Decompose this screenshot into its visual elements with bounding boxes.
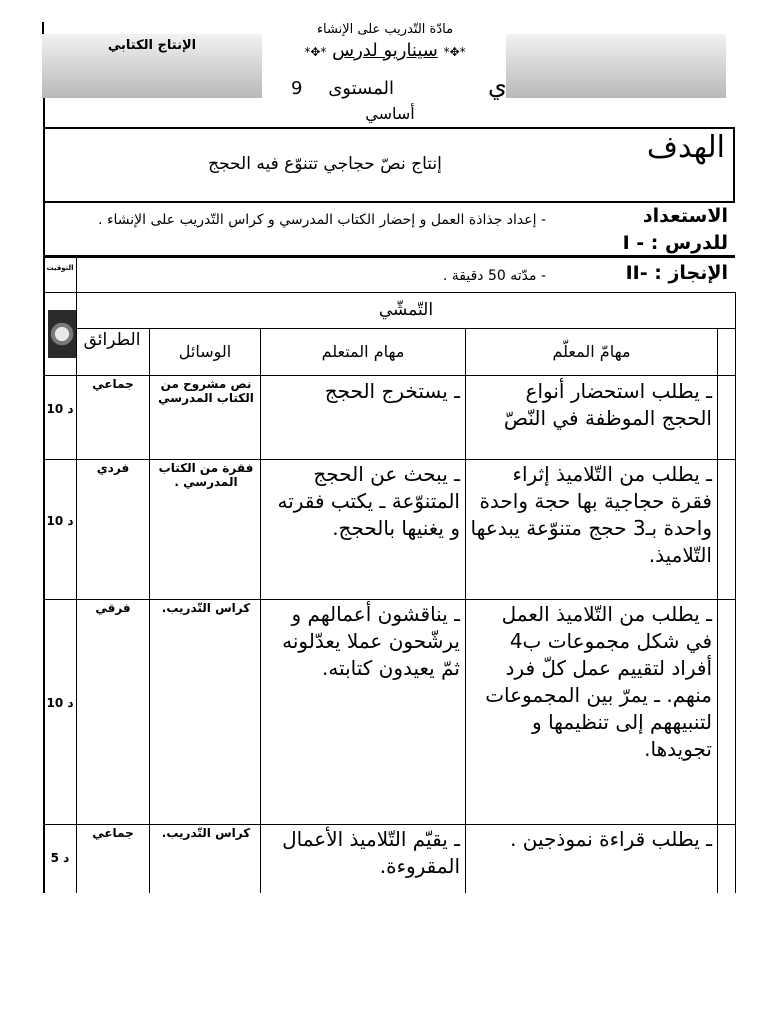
flow-title: التّمشّي <box>378 300 434 320</box>
row-time: 5 د <box>50 851 70 865</box>
col-header-tools: الوسائل <box>178 342 232 361</box>
row-learner: ـ يقيّم التّلاميذ الأعمال المقروءة. <box>282 827 460 878</box>
row-tools: كراس التّدريب. <box>161 601 251 615</box>
row-method: جماعي <box>92 377 134 391</box>
row-teacher: ـ يطلب استحضار أنواع الحجج الموظفة في النّصّ <box>503 379 712 430</box>
col-header-learner: مهام المتعلم <box>321 342 405 361</box>
level-label: المستوى <box>328 78 394 99</box>
row-tools: كراس التّدريب. <box>161 826 251 840</box>
row-tools: نص مشروح من الكتاب المدرسي <box>158 377 254 405</box>
row-teacher: ـ يطلب قراءة نموذجين . <box>510 827 712 851</box>
decor-right: *✥* <box>443 45 466 59</box>
row-time: 10 د <box>46 696 74 710</box>
lesson-title: سيناريو لدرس <box>332 40 438 61</box>
col-header-teacher: مهامّ المعلّم <box>552 342 631 361</box>
row-teacher: ـ يطلب من التّلاميذ العمل في شكل مجموعات ب4 أفراد لتقييم عمل كلّ فرد منهم. ـ يمرّ بين المجموعات لتنبيههم إلى تنظيمها و تجويدها. <box>485 602 712 761</box>
row-learner: ـ يستخرج الحجج <box>324 379 460 403</box>
row-learner: ـ يبحث عن الحجج المتنوّعة ـ يكتب فقرته و يغنيها بالحجج. <box>277 462 460 540</box>
row-method: جماعي <box>92 826 134 840</box>
goal-label: الهدف <box>646 130 725 165</box>
header-left-box-title: الإنتاج الكتابي <box>107 38 197 53</box>
row-learner: ـ يناقشون أعمالهم و يرشّحون عملا يعدّلونه ثمّ يعيدون كتابته. <box>282 602 460 680</box>
header-right-fragment: ي <box>488 72 507 100</box>
exec-text: - مدّته 50 دقيقة . <box>442 268 546 284</box>
row-time: 10 د <box>46 514 74 528</box>
prep-text: - إعداد جذاذة العمل و إحضار الكتاب المدرسي و كراس التّدريب على الإنشاء . <box>98 212 546 228</box>
level-value: 9 <box>291 78 303 99</box>
exec-label: II- : الإنجاز <box>625 262 728 284</box>
goal-text: إنتاج نصّ حجاجي تتنوّع فيه الحجج <box>208 154 442 174</box>
title-row <box>262 40 508 61</box>
prep-label-line1: الاستعداد <box>642 205 728 227</box>
margin-mark <box>42 22 44 34</box>
row-tools: فقرة من الكتاب المدرسي . <box>158 461 254 489</box>
row-teacher: ـ يطلب من التّلاميذ إثراء فقرة حجاجية بها حجة واحدة واحدة بـ3 حجج متنوّعة يبدعها التّلاميذ. <box>470 462 712 567</box>
exec-time-header: التوقيت <box>46 264 74 272</box>
decor-left: *✥* <box>304 45 327 59</box>
goal-box <box>43 127 735 203</box>
header-right-box <box>506 34 726 98</box>
col-header-method: الطرائق <box>83 330 141 350</box>
subject-line: مادّة التّدريب على الإنشاء <box>316 22 454 37</box>
prep-label-line2: I - : للدرس <box>622 232 728 254</box>
level-suffix: أساسي <box>365 104 415 123</box>
row-method: فردي <box>96 461 130 475</box>
row-method: فرقي <box>95 601 131 615</box>
header-left-box <box>42 34 262 98</box>
row-time: 10 د <box>46 402 74 416</box>
photo-thumbnail <box>48 310 76 358</box>
